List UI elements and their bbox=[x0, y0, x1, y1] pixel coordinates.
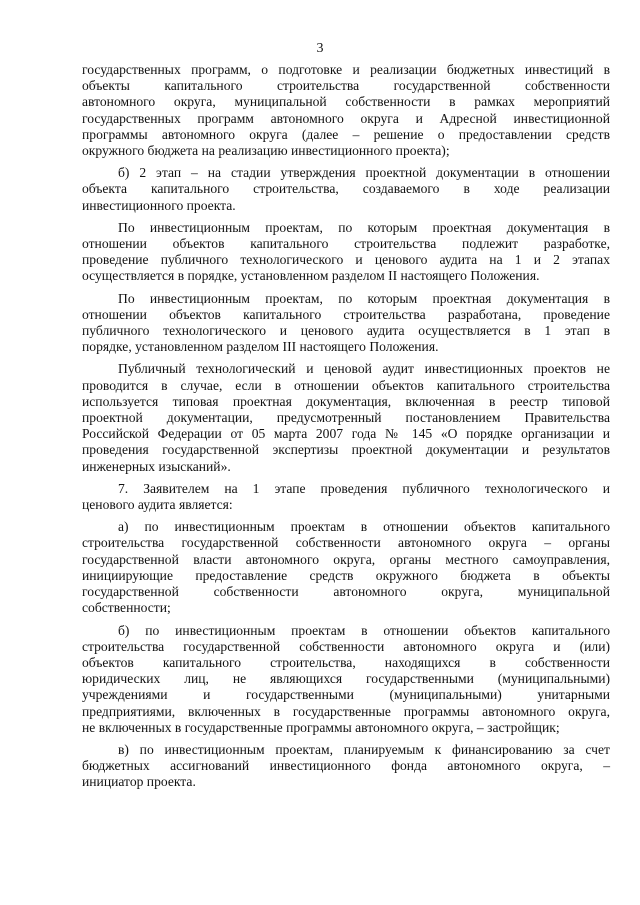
text-line: проводится в случае, если в отношении объектов капитального строительства bbox=[82, 377, 610, 393]
text-line: объектов капитального строительства, находящихся в собственности bbox=[82, 654, 610, 670]
text-line: объекта капитального строительства, создаваемого в ходе реализации bbox=[82, 181, 610, 197]
text-line: инвестиционного проекта. bbox=[82, 197, 236, 213]
text-line: объекты капитального строительства государственной собственности bbox=[82, 78, 610, 94]
paragraph bbox=[82, 220, 610, 285]
text-line: порядке, установленном разделом III настоящего Положения. bbox=[82, 339, 439, 355]
text-line: автономного округа, муниципальной собственности в рамках мероприятий bbox=[82, 94, 610, 110]
paragraph bbox=[82, 62, 610, 159]
text-line: строительства государственной собственности автономного округа – органы bbox=[82, 535, 610, 551]
text-line: государственных программ автономного округа и Адресной инвестиционной bbox=[82, 110, 610, 126]
text-line: окружного бюджета на реализацию инвестиционного проекта); bbox=[82, 143, 450, 159]
text-line: проведения государственной экспертизы проектной документации и результатов bbox=[82, 442, 610, 458]
text-line: инициирующие предоставление средств окружного бюджета в объекты bbox=[82, 567, 610, 583]
text-line: 7. Заявителем на 1 этапе проведения публичного технологического и bbox=[118, 480, 610, 496]
text-line: По инвестиционным проектам, по которым проектная документация в bbox=[118, 219, 610, 235]
text-line: предприятиями, включенных в государственные программы автономного округа, bbox=[82, 703, 610, 719]
text-line: По инвестиционным проектам, по которым проектная документация в bbox=[118, 290, 610, 306]
text-line: осуществляется в порядке, установленном разделом II настоящего Положения. bbox=[82, 268, 540, 284]
text-line: государственных программ, о подготовке и реализации бюджетных инвестиций в bbox=[82, 62, 610, 77]
text-line: б) по инвестиционным проектам в отношении объектов капитального bbox=[118, 622, 610, 638]
paragraph bbox=[82, 623, 610, 736]
text-line: публичного технологического и ценового аудита осуществляется в 1 этап в bbox=[82, 323, 610, 339]
text-line: используется типовая проектная документация, включенная в реестр типовой bbox=[82, 393, 610, 409]
text-line: ценового аудита является: bbox=[82, 497, 233, 513]
paragraph bbox=[82, 481, 610, 513]
document-body bbox=[82, 62, 610, 797]
paragraph bbox=[82, 519, 610, 616]
text-line: собственности; bbox=[82, 600, 171, 616]
paragraph bbox=[82, 291, 610, 356]
text-line: программы автономного округа (далее – решение о предоставлении средств bbox=[82, 126, 610, 142]
page-number: 3 bbox=[316, 41, 324, 56]
paragraph bbox=[82, 165, 610, 214]
text-line: бюджетных ассигнований инвестиционного фонда автономного округа, – bbox=[82, 758, 610, 774]
text-line: проведение публичного технологического и ценового аудита на 1 и 2 этапах bbox=[82, 252, 610, 268]
text-line: отношении объектов капитального строительства разработана, проведение bbox=[82, 306, 610, 322]
text-line: проектной документации, предусмотренный постановлением Правительства bbox=[82, 410, 610, 426]
text-line: юридических лиц, не являющихся государственными (муниципальными) bbox=[82, 671, 610, 687]
text-line: отношении объектов капитального строительства подлежит разработке, bbox=[82, 236, 610, 252]
text-line: в) по инвестиционным проектам, планируемым к финансированию за счет bbox=[118, 741, 610, 757]
text-line: Публичный технологический и ценовой аудит инвестиционных проектов не bbox=[118, 361, 610, 377]
text-line: строительства государственной собственности автономного округа и (или) bbox=[82, 638, 610, 654]
text-line: учреждениями и государственными (муниципальными) унитарными bbox=[82, 687, 610, 703]
text-line: инженерных изысканий». bbox=[82, 458, 231, 474]
text-line: государственной власти автономного округа, органы местного самоуправления, bbox=[82, 551, 610, 567]
text-line: государственной собственности автономного округа, муниципальной bbox=[82, 584, 610, 600]
text-line: б) 2 этап – на стадии утверждения проектной документации в отношении bbox=[118, 165, 610, 181]
text-line: инициатор проекта. bbox=[82, 774, 196, 790]
text-line: Российской Федерации от 05 марта 2007 года № 145 «О порядке организации и bbox=[82, 426, 610, 442]
paragraph bbox=[82, 742, 610, 791]
paragraph bbox=[82, 361, 610, 474]
text-line: не включенных в государственные программы автономного округа, – застройщик; bbox=[82, 719, 560, 735]
text-line: а) по инвестиционным проектам в отношении объектов капитального bbox=[118, 519, 610, 535]
